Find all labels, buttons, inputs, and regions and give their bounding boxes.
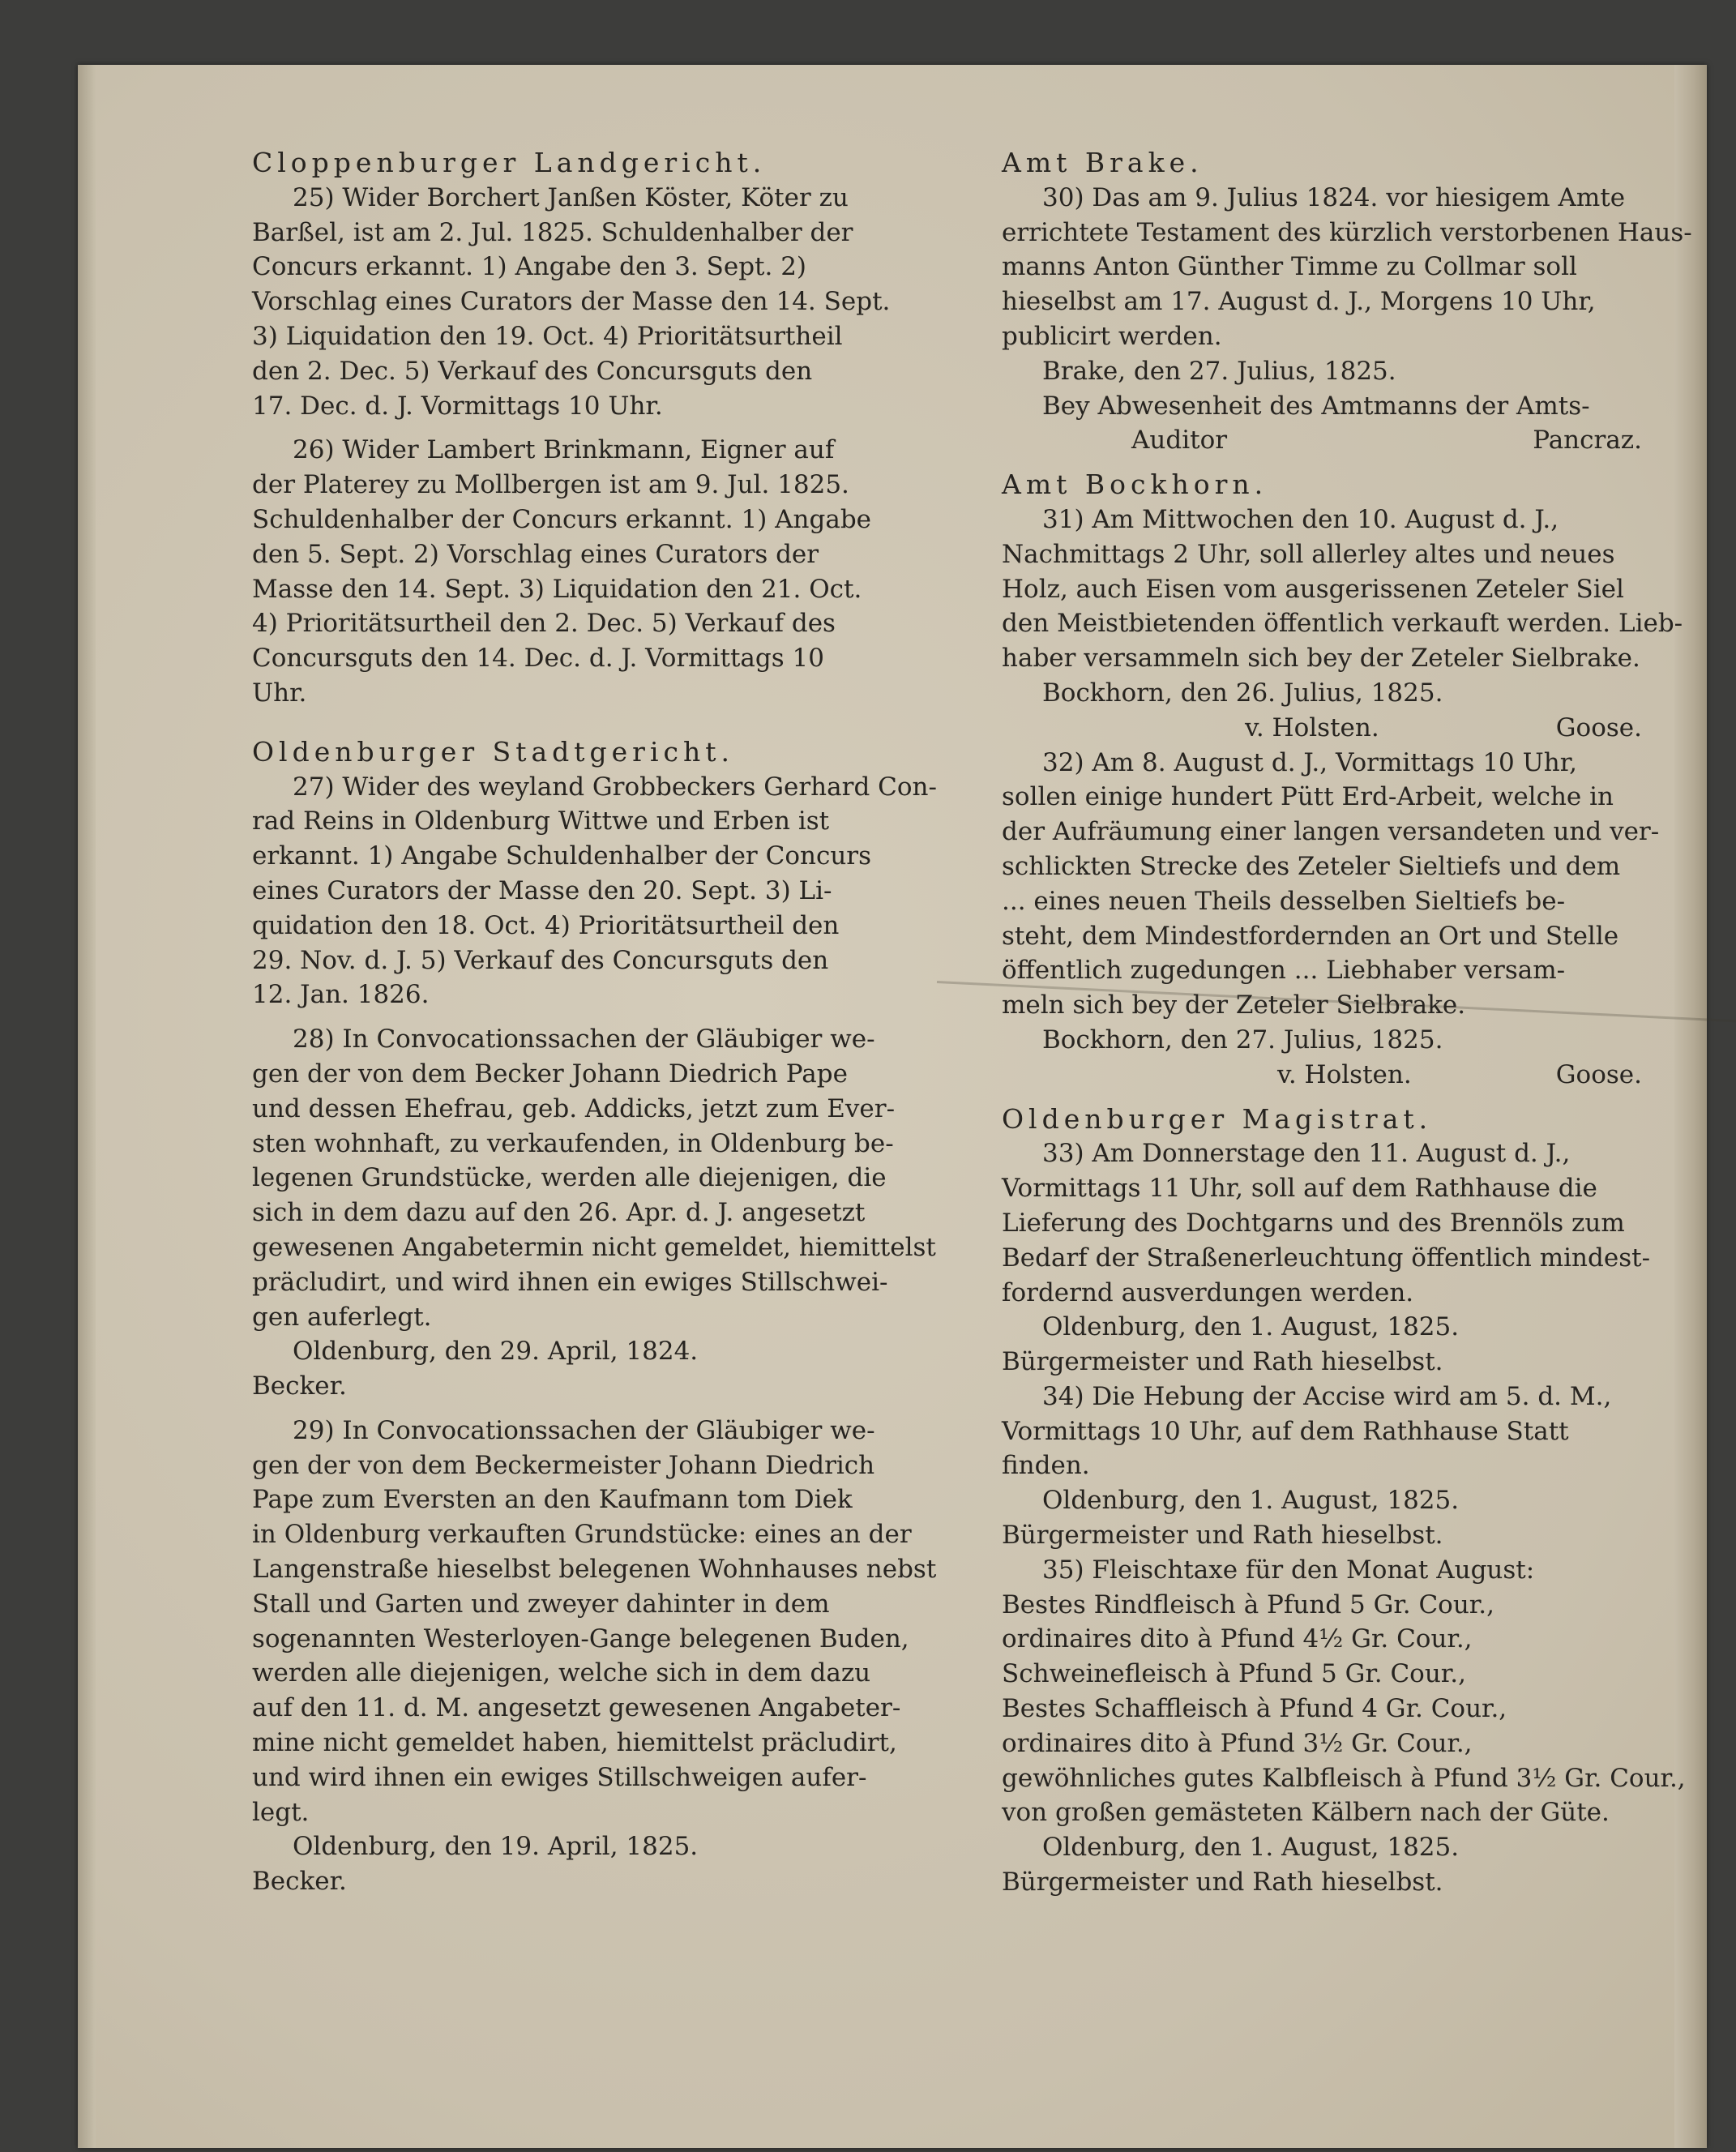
place-date: Oldenburg, den 29. April, 1824. (293, 1337, 699, 1367)
text-line: der Aufräumung einer langen versandeten und ver- (1002, 817, 1660, 847)
text-line: 25) Wider Borchert Janßen Köster, Köter zu (293, 182, 849, 212)
text-line: gen auferlegt. (252, 1302, 432, 1332)
text-line: Bestes Schaffleisch à Pfund 4 Gr. Cour., (1002, 1694, 1507, 1724)
text-line: Barßel, ist am 2. Jul. 1825. Schuldenhalber der (252, 217, 853, 247)
text-line: sich in dem dazu auf den 26. Apr. d. J. angesetzt (252, 1198, 866, 1228)
text-line: auf den 11. d. M. angesetzt gewesenen Angabeter- (252, 1693, 901, 1723)
signature: Goose. (1555, 712, 1642, 742)
text-line: Nachmittags 2 Uhr, soll allerley altes und neues (1002, 539, 1615, 569)
text-line: ... eines neuen Theils desselben Sieltiefs be- (1002, 886, 1566, 916)
text-line: Stall und Garten und zweyer dahinter in dem (252, 1589, 830, 1619)
signature: Bürgermeister und Rath hieselbst. (1002, 1521, 1443, 1551)
text-line: 27) Wider des weyland Grobbeckers Gerhard Con- (293, 772, 937, 802)
text-line: und wird ihnen ein ewiges Stillschweigen aufer- (252, 1762, 867, 1792)
text-line: finden. (1002, 1451, 1090, 1481)
section-heading: Amt Brake. (1002, 147, 1204, 178)
text-line: Bestes Rindfleisch à Pfund 5 Gr. Cour., (1002, 1589, 1494, 1619)
right-column (1002, 146, 1707, 1900)
text-line: eines Curators der Masse den 20. Sept. 3) Li- (252, 875, 832, 905)
notice-30 (1002, 181, 1707, 458)
text-line: meln sich bey der Zeteler Sielbrake. (1002, 990, 1466, 1020)
page-edge-left (78, 65, 96, 2148)
text-line: 4) Prioritätsurtheil den 2. Dec. 5) Verkauf des (252, 609, 836, 639)
text-line: 35) Fleischtaxe für den Monat August: (1042, 1555, 1535, 1585)
signature: Bürgermeister und Rath hieselbst. (1002, 1347, 1443, 1377)
notice-27 (252, 770, 957, 1013)
text-line: gen der von dem Beckermeister Johann Diedrich (252, 1450, 875, 1480)
notice-32 (1002, 746, 1707, 1093)
text-line: 3) Liquidation den 19. Oct. 4) Prioritätsurtheil (252, 321, 843, 351)
text-line: 34) Die Hebung der Accise wird am 5. d. M., (1042, 1381, 1612, 1411)
text-line: sollen einige hundert Pütt Erd-Arbeit, welche in (1002, 782, 1614, 812)
signature: Becker. (252, 1371, 347, 1401)
text-line: und dessen Ehefrau, geb. Addicks, jetzt zum Ever- (252, 1093, 896, 1123)
text-line: werden alle diejenigen, welche sich in dem dazu (252, 1658, 871, 1688)
text-line: von großen gemästeten Kälbern nach der Güte. (1002, 1798, 1610, 1828)
text-line: Masse den 14. Sept. 3) Liquidation den 21. Oct. (252, 574, 862, 604)
place-date: Oldenburg, den 1. August, 1825. (1042, 1833, 1460, 1863)
text-line: Lieferung des Dochtgarns und des Brennöls zum (1002, 1208, 1625, 1238)
text-line: ordinaires dito à Pfund 4½ Gr. Cour., (1002, 1624, 1473, 1654)
newspaper-page (78, 65, 1707, 2148)
text-line: Holz, auch Eisen vom ausgerissenen Zeteler Siel (1002, 574, 1624, 604)
place-date: Bockhorn, den 27. Julius, 1825. (1042, 1025, 1443, 1055)
notice-31 (1002, 503, 1707, 746)
text-line: 29. Nov. d. J. 5) Verkauf des Concursguts den (252, 945, 829, 975)
text-line: Vorschlag eines Curators der Masse den 14. Sept. (252, 287, 891, 317)
text-line: haber versammeln sich bey der Zeteler Sielbrake. (1002, 644, 1640, 674)
text-line: legenen Grundstücke, werden alle diejenigen, die (252, 1163, 887, 1193)
place-date: Oldenburg, den 1. August, 1825. (1042, 1486, 1460, 1516)
text-line: präcludirt, und wird ihnen ein ewiges Stillschwei- (252, 1267, 888, 1297)
section-heading: Cloppenburger Landgericht. (252, 147, 767, 178)
left-column (252, 146, 957, 1899)
text-line: sten wohnhaft, zu verkaufenden, in Oldenburg be- (252, 1128, 894, 1158)
notice-33 (1002, 1136, 1707, 1380)
text-line: hieselbst am 17. August d. J., Morgens 10 Uhr, (1002, 287, 1596, 317)
signature-row (1002, 711, 1707, 746)
text-line: steht, dem Mindestfordernden an Ort und Stelle (1002, 921, 1619, 951)
text-line: den Meistbietenden öffentlich verkauft werden. Lieb- (1002, 609, 1683, 639)
text-line: 28) In Convocationssachen der Gläubiger we- (293, 1025, 875, 1055)
text-line: gewesenen Angabetermin nicht gemeldet, hiemittelst (252, 1232, 936, 1262)
text-line: in Oldenburg verkauften Grundstücke: eines an der (252, 1520, 912, 1550)
text-line: den 5. Sept. 2) Vorschlag eines Curators der (252, 539, 819, 569)
signature-row (1002, 1058, 1707, 1093)
signature: Bürgermeister und Rath hieselbst. (1002, 1867, 1443, 1897)
section-heading: Amt Bockhorn. (1002, 468, 1268, 501)
text-line: rad Reins in Oldenburg Wittwe und Erben ist (252, 806, 830, 836)
text-line: publicirt werden. (1002, 321, 1222, 351)
signature: Bey Abwesenheit des Amtmanns der Amts- (1042, 391, 1590, 421)
signature: Auditor (1131, 426, 1228, 456)
place-date: Brake, den 27. Julius, 1825. (1042, 356, 1396, 386)
text-line: mine nicht gemeldet haben, hiemittelst präcludirt, (252, 1728, 897, 1758)
place-date: Oldenburg, den 1. August, 1825. (1042, 1312, 1460, 1342)
notice-25 (252, 181, 957, 424)
text-line: Bedarf der Straßenerleuchtung öffentlich mindest- (1002, 1243, 1651, 1273)
signature: Pancraz. (1533, 426, 1642, 456)
text-line: Pape zum Eversten an den Kaufmann tom Diek (252, 1485, 853, 1515)
text-line: 17. Dec. d. J. Vormittags 10 Uhr. (252, 391, 663, 421)
text-line: 32) Am 8. August d. J., Vormittags 10 Uhr, (1042, 747, 1577, 777)
text-line: gewöhnliches gutes Kalbfleisch à Pfund 3½ Gr. Cour., (1002, 1763, 1686, 1793)
place-date: Bockhorn, den 26. Julius, 1825. (1042, 678, 1443, 708)
text-line: 12. Jan. 1826. (252, 980, 430, 1010)
text-line: Concursguts den 14. Dec. d. J. Vormittags 10 (252, 644, 824, 674)
text-line: Schweinefleisch à Pfund 5 Gr. Cour., (1002, 1659, 1466, 1689)
text-line: manns Anton Günther Timme zu Collmar soll (1002, 252, 1577, 282)
notice-26 (252, 433, 957, 710)
notice-28 (252, 1022, 957, 1404)
place-date: Oldenburg, den 19. April, 1825. (293, 1832, 699, 1862)
text-line: öffentlich zugedungen ... Liebhaber versam- (1002, 956, 1566, 986)
text-line: quidation den 18. Oct. 4) Prioritätsurtheil den (252, 910, 840, 940)
notice-34 (1002, 1380, 1707, 1553)
section-heading: Oldenburger Stadtgericht. (252, 735, 734, 768)
text-line: schlickten Strecke des Zeteler Sieltiefs und dem (1002, 851, 1621, 881)
section-heading: Oldenburger Magistrat. (1002, 1102, 1433, 1135)
text-line: Vormittags 11 Uhr, soll auf dem Rathhause die (1002, 1174, 1597, 1204)
text-line: legt. (252, 1797, 310, 1827)
text-line: den 2. Dec. 5) Verkauf des Concursguts den (252, 356, 813, 386)
text-line: 26) Wider Lambert Brinkmann, Eigner auf (293, 435, 835, 465)
signature: Goose. (1555, 1059, 1642, 1089)
text-line: Concurs erkannt. 1) Angabe den 3. Sept. 2) (252, 252, 807, 282)
signature: Becker. (252, 1867, 347, 1897)
text-line: 33) Am Donnerstage den 11. August d. J., (1042, 1139, 1571, 1169)
text-line: Uhr. (252, 678, 307, 708)
notice-35 (1002, 1553, 1707, 1900)
text-line: 31) Am Mittwochen den 10. August d. J., (1042, 504, 1559, 534)
text-line: der Platerey zu Mollbergen ist am 9. Jul. 1825. (252, 470, 849, 500)
notice-29 (252, 1414, 957, 1899)
text-line: Langenstraße hieselbst belegenen Wohnhauses nebst (252, 1555, 937, 1585)
text-line: fordernd ausverdungen werden. (1002, 1277, 1414, 1307)
text-line: erkannt. 1) Angabe Schuldenhalber der Concurs (252, 841, 872, 871)
signature-row (1002, 423, 1707, 458)
text-line: 29) In Convocationssachen der Gläubiger we- (293, 1415, 875, 1445)
text-line: sogenannten Westerloyen-Gange belegenen Buden, (252, 1624, 909, 1654)
text-line: 30) Das am 9. Julius 1824. vor hiesigem Amte (1042, 182, 1626, 212)
text-line: gen der von dem Becker Johann Diedrich Pape (252, 1059, 848, 1089)
signature: v. Holsten. (1277, 1059, 1412, 1089)
text-line: Vormittags 10 Uhr, auf dem Rathhause Statt (1002, 1416, 1569, 1446)
text-line: Schuldenhalber der Concurs erkannt. 1) Angabe (252, 504, 872, 534)
text-line: ordinaires dito à Pfund 3½ Gr. Cour., (1002, 1728, 1473, 1758)
text-line: errichtete Testament des kürzlich verstorbenen Haus- (1002, 217, 1692, 247)
signature: v. Holsten. (1245, 712, 1379, 742)
